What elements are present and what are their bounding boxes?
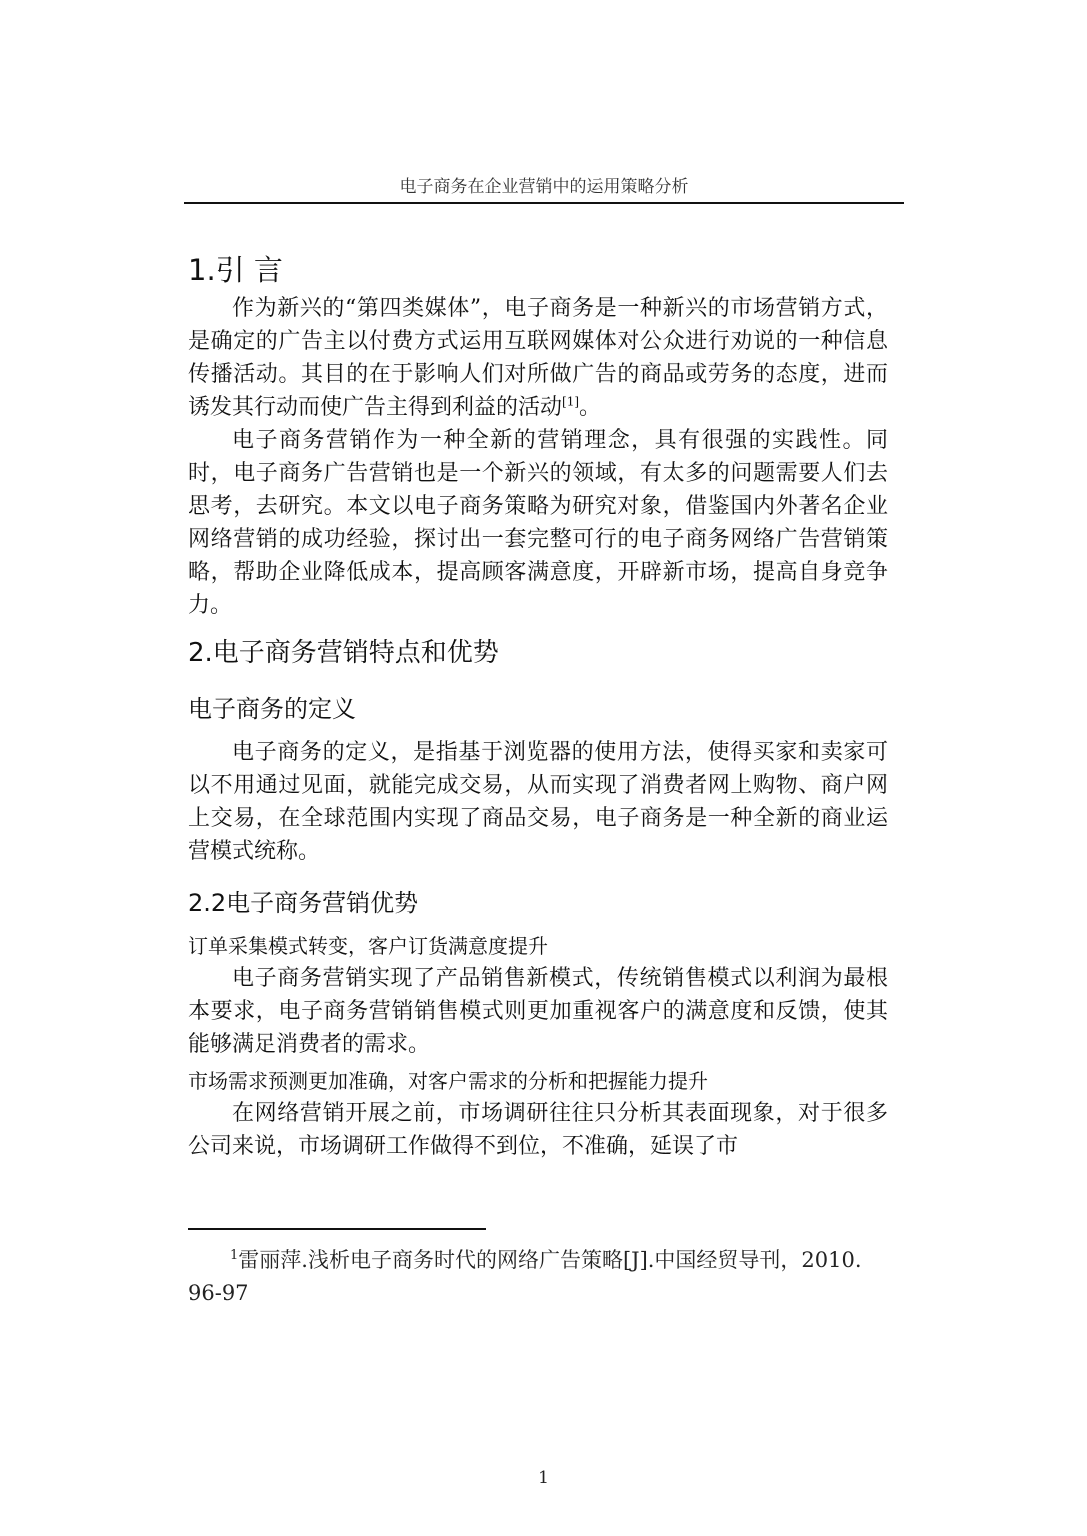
intro-paragraph-1-text: 作为新兴的“第四类媒体”，电子商务是一种新兴的市场营销方式，是确定的广告主以付费方式运用互联网媒体对公众进行劝说的一种信息传播活动。其目的在于影响人们对所做广告的商品或劳务的态度，进而诱发其行动而使广告主得到利益的活动: [188, 296, 888, 420]
running-header: 电子商务在企业营销中的运用策略分析: [399, 177, 689, 197]
subheading-advantages: 2.2电子商务营销优势: [188, 889, 419, 917]
section-heading-features: 2.电子商务营销特点和优势: [188, 638, 499, 668]
subheading-definition: 电子商务的定义: [188, 695, 356, 723]
intro-paragraph-1-end: 。: [579, 395, 602, 420]
footnote-divider: [188, 1228, 486, 1230]
advantage-1-paragraph: 电子商务营销实现了产品销售新模式，传统销售模式以利润为最根本要求，电子商务营销销售模式则更加重视客户的满意度和反馈，使其能够满足消费者的需求。: [188, 966, 888, 1057]
intro-paragraph-2: 电子商务营销作为一种全新的营销理念，具有很强的实践性。同时，电子商务广告营销也是一个新兴的领域，有太多的问题需要人们去思考，去研究。本文以电子商务策略为研究对象，借鉴国内外著名企业网络营销的成功经验，探讨出一套完整可行的电子商务网络广告营销策略，帮助企业降低成本，提高顾客满意度，开辟新市场，提高自身竞争力。: [188, 428, 888, 618]
intro-paragraph-1: [188, 292, 888, 424]
header-divider: [184, 202, 904, 204]
footnote-text: 雷丽萍.浅析电子商务时代的网络广告策略[J].中国经贸导刊，2010. 96-97: [188, 1248, 862, 1305]
footnote-marker: 1: [230, 1248, 239, 1263]
definition-paragraph: 电子商务的定义，是指基于浏览器的使用方法，使得买家和卖家可以不用通过见面，就能完成交易，从而实现了消费者网上购物、商户网上交易，在全球范围内实现了商品交易，电子商务是一种全新的商业运营模式统称。: [188, 740, 888, 864]
page-number: 1: [538, 1468, 549, 1488]
advantage-2-paragraph: 在网络营销开展之前，市场调研往往只分析其表面现象，对于很多公司来说，市场调研工作做得不到位，不准确，延误了市: [188, 1101, 888, 1159]
advantage-1-heading: 订单采集模式转变，客户订货满意度提升: [188, 934, 548, 958]
footnote: [188, 1244, 888, 1310]
citation-ref[interactable]: [1]: [562, 394, 580, 409]
section-heading-intro: 1.引 言: [188, 253, 283, 287]
main-content: [188, 248, 888, 1163]
advantage-2-heading: 市场需求预测更加准确，对客户需求的分析和把握能力提升: [188, 1069, 708, 1093]
